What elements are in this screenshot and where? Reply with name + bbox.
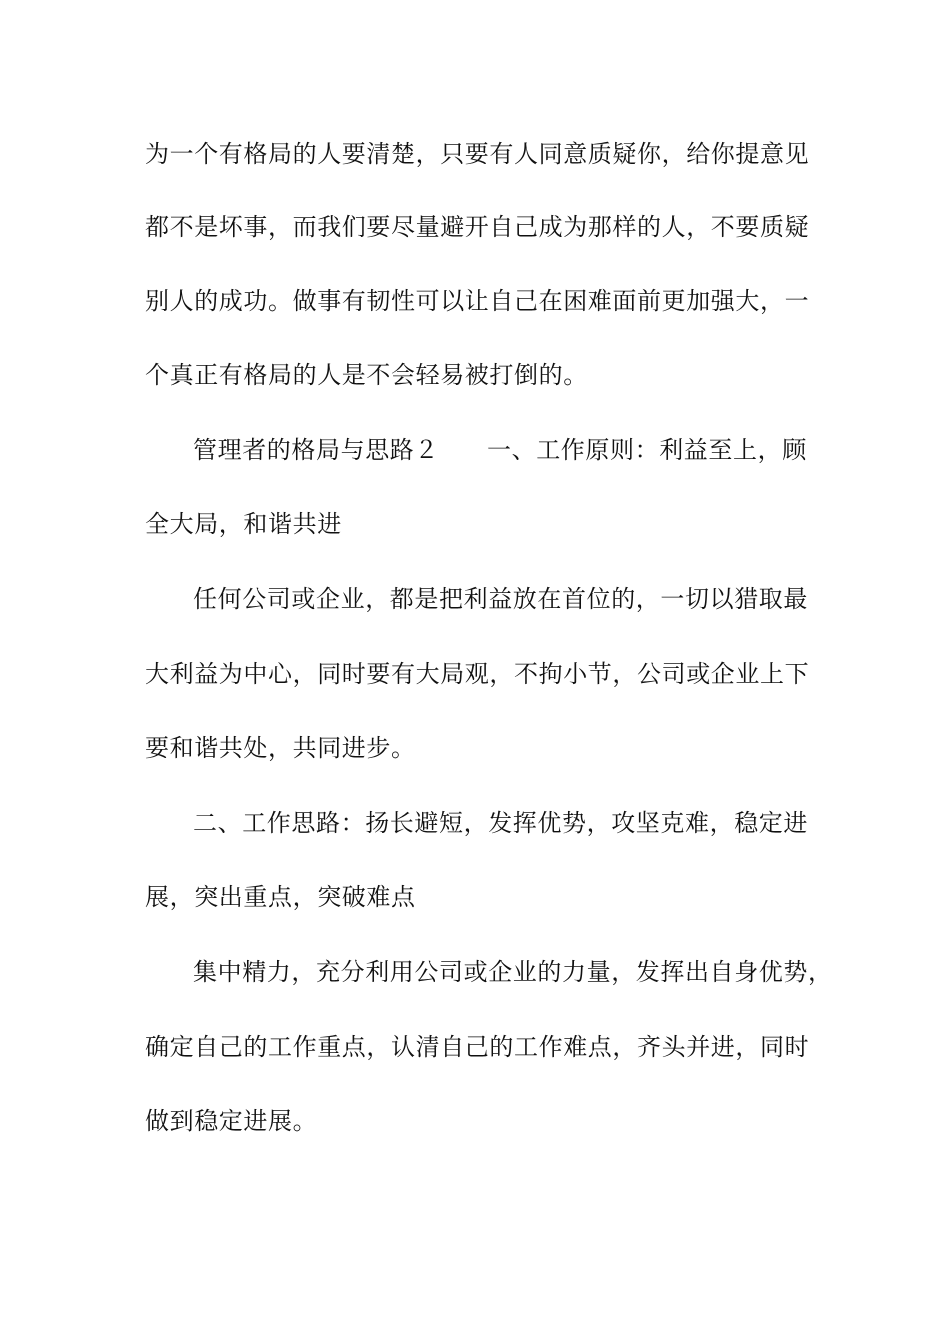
paragraph-line: 为一个有格局的人要清楚，只要有人同意质疑你，给你提意见: [145, 140, 810, 168]
paragraph-line: 展，突出重点，突破难点: [145, 883, 416, 911]
paragraph-line: 别人的成功。做事有韧性可以让自己在困难面前更加强大，一: [145, 287, 810, 315]
paragraph-line: 确定自己的工作重点，认清自己的工作难点，齐头并进，同时: [145, 1033, 810, 1061]
paragraph-line: 集中精力，充分利用公司或企业的力量，发挥出自身优势，: [193, 958, 833, 986]
paragraph-line: 任何公司或企业，都是把利益放在首位的，一切以猎取最: [193, 585, 808, 613]
paragraph-line: 全大局，和谐共进: [145, 510, 342, 538]
section-heading-line: [193, 435, 807, 465]
paragraph-line: 做到稳定进展。: [145, 1107, 318, 1135]
paragraph-line: 个真正有格局的人是不会轻易被打倒的。: [145, 361, 588, 389]
paragraph-line: 要和谐共处，共同进步。: [145, 734, 416, 762]
paragraph-line: 都不是坏事，而我们要尽量避开自己成为那样的人，不要质疑: [145, 213, 810, 241]
section-subheading: 一、工作原则：利益至上，顾: [487, 436, 807, 464]
section-subheading-line: 二、工作思路：扬长避短，发挥优势，攻坚克难，稳定进: [193, 809, 808, 837]
section-title: 管理者的格局与思路２: [193, 436, 439, 464]
paragraph-line: 大利益为中心，同时要有大局观，不拘小节，公司或企业上下: [145, 660, 810, 688]
